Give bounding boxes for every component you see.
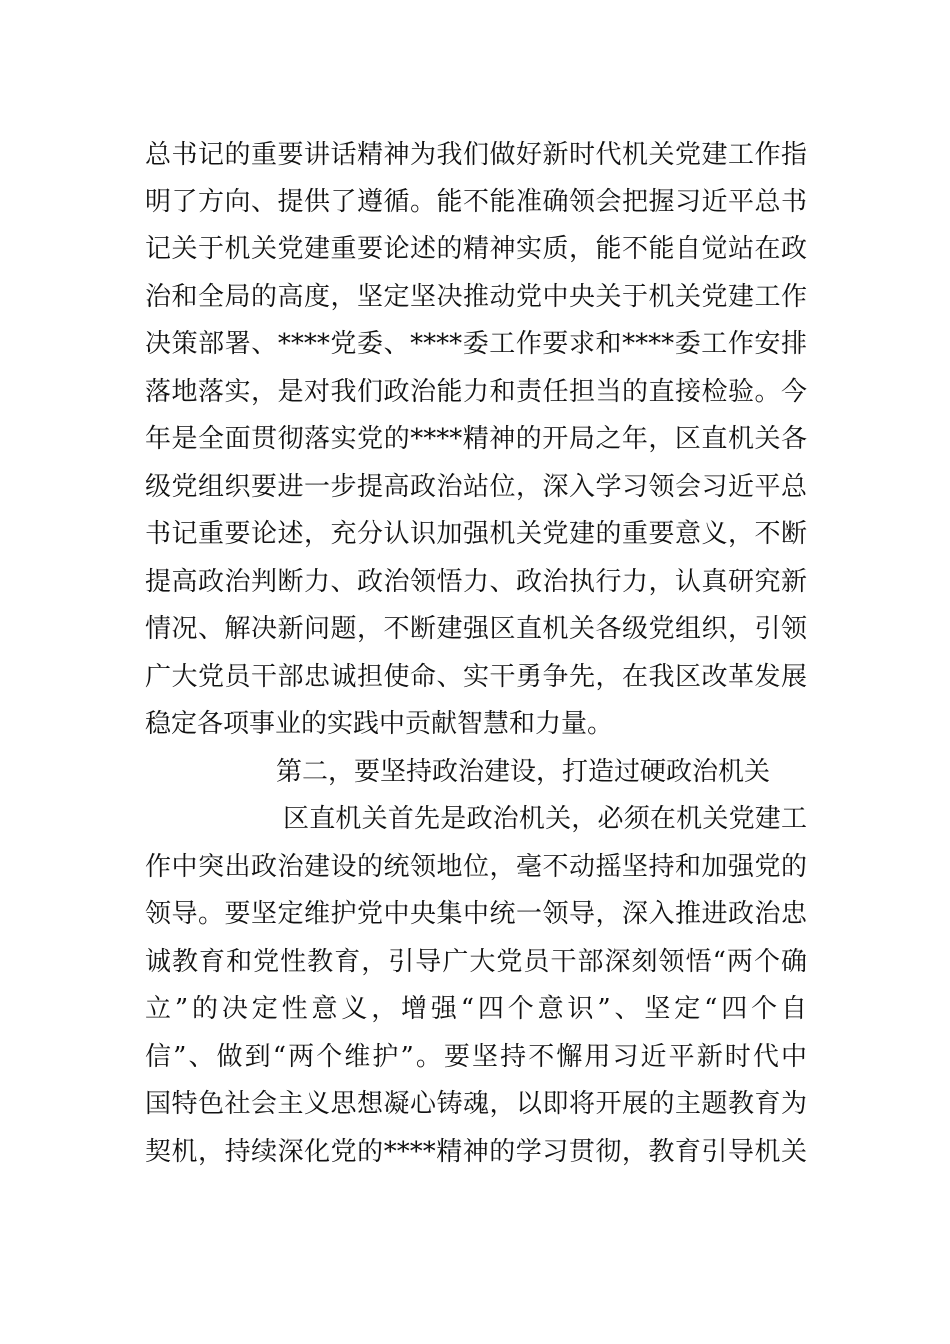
paragraph-line: 国特色社会主义思想凝心铸魂，以即将开展的主题教育为 xyxy=(145,1089,807,1119)
paragraph-line: 级党组织要进一步提高政治站位，深入学习领会习近平总 xyxy=(145,472,807,502)
paragraph-line: 立”的决定性意义，增强“四个意识”、坚定“四个自 xyxy=(145,994,807,1024)
paragraph-line: 提高政治判断力、政治领悟力、政治执行力，认真研究新 xyxy=(145,567,807,597)
paragraph-line: 明了方向、提供了遵循。能不能准确领会把握习近平总书 xyxy=(145,187,807,217)
paragraph-line: 信”、做到“两个维护”。要坚持不懈用习近平新时代中 xyxy=(145,1042,807,1072)
paragraph-line: 区直机关首先是政治机关，必须在机关党建工 xyxy=(283,804,807,834)
paragraph-line: 年是全面贯彻落实党的****精神的开局之年，区直机关各 xyxy=(145,424,807,454)
paragraph-line: 情况、解决新问题，不断建强区直机关各级党组织，引领 xyxy=(145,614,807,644)
paragraph-line: 诚教育和党性教育，引导广大党员干部深刻领悟“两个确 xyxy=(145,947,807,977)
section-heading: 第二，要坚持政治建设，打造过硬政治机关 xyxy=(276,757,771,787)
paragraph-line: 稳定各项事业的实践中贡献智慧和力量。 xyxy=(145,709,614,739)
paragraph-line: 作中突出政治建设的统领地位，毫不动摇坚持和加强党的 xyxy=(145,852,807,882)
paragraph-line: 总书记的重要讲话精神为我们做好新时代机关党建工作指 xyxy=(145,140,807,170)
paragraph-line: 落地落实，是对我们政治能力和责任担当的直接检验。今 xyxy=(145,377,807,407)
paragraph-line: 决策部署、****党委、****委工作要求和****委工作安排 xyxy=(145,329,807,359)
paragraph-line: 契机，持续深化党的****精神的学习贯彻，教育引导机关 xyxy=(145,1137,807,1167)
paragraph-line: 治和全局的高度，坚定坚决推动党中央关于机关党建工作 xyxy=(145,282,807,312)
paragraph-line: 书记重要论述，充分认识加强机关党建的重要意义，不断 xyxy=(145,519,807,549)
paragraph-line: 记关于机关党建重要论述的精神实质，能不能自觉站在政 xyxy=(145,234,807,264)
paragraph-line: 领导。要坚定维护党中央集中统一领导，深入推进政治忠 xyxy=(145,899,807,929)
paragraph-line: 广大党员干部忠诚担使命、实干勇争先，在我区改革发展 xyxy=(145,662,807,692)
